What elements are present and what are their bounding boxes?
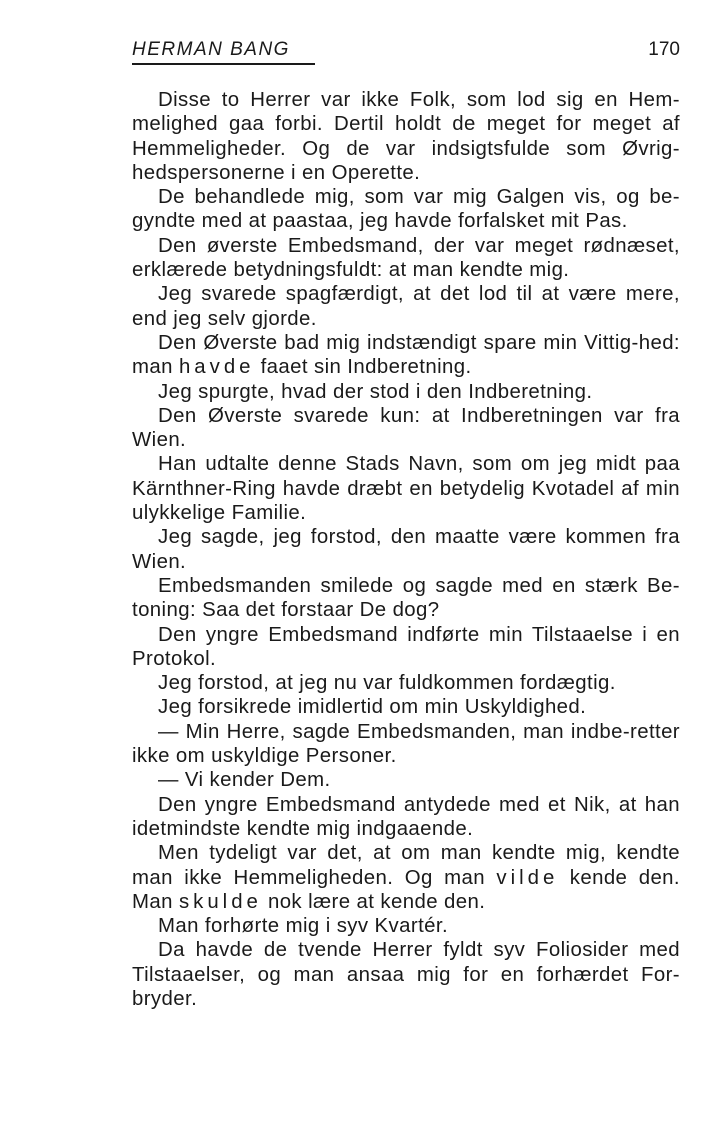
paragraph: Han udtalte denne Stads Navn, som om jeg midt paa Kärnthner-Ring havde dræbt en betydelig Kvotadel af min ulykkelige Familie. [132, 453, 680, 525]
paragraph: — Min Herre, sagde Embedsmanden, man indbe-retter ikke om uskyldige Personer. [132, 720, 680, 768]
paragraph: Da havde de tvende Herrer fyldt syv Foliosider med Tilstaaelser, og man ansaa mig for en forhærdet For-bryder. [132, 939, 680, 1010]
paragraph: Den yngre Embedsmand antydede med et Nik, at han idetmindste kendte mig indgaaende. [132, 793, 680, 840]
paragraph: Jeg sagde, jeg forstod, den maatte være kommen fra Wien. [132, 526, 680, 573]
paragraph: Den Øverste svarede kun: at Indberetningen var fra Wien. [132, 404, 680, 452]
paragraph: Den øverste Embedsmand, der var meget rødnæset, erklærede betydningsfuldt: at man kendte mig. [132, 234, 680, 282]
running-title: HERMAN BANG [132, 39, 290, 60]
paragraph: Men tydeligt var det, at om man kendte mig, kendte man ikke Hemmeligheden. Og man vilde kende den. Man skulde nok lære at kende den. [132, 842, 680, 913]
paragraph: Disse to Herrer var ikke Folk, som lod sig en Hem-melighed gaa forbi. Dertil holdt de meget for meget af Hemmeligheder. Og de var indsigtsfulde som Øvrig-hedspersonerne i en Operette. [132, 89, 680, 184]
spaced-emphasis: skulde [178, 890, 262, 913]
paragraph: De behandlede mig, som var mig Galgen vis, og be-gyndte med at paastaa, jeg havde forfalsket mit Pas. [132, 186, 680, 233]
paragraph: Jeg spurgte, hvad der stod i den Indberetning. [158, 380, 593, 403]
paragraph: — Vi kender Dem. [158, 769, 331, 792]
paragraph: Den Øverste bad mig indstændigt spare min Vittig-hed: man havde faaet sin Indberetning. [132, 331, 680, 379]
paragraph: Jeg forstod, at jeg nu var fuldkommen fordægtig. [158, 672, 616, 695]
page-number: 170 [648, 39, 680, 60]
paragraph: Man forhørte mig i syv Kvartér. [158, 915, 449, 938]
paragraph: Jeg forsikrede imidlertid om min Uskyldighed. [158, 696, 587, 719]
running-header [132, 38, 680, 68]
spaced-emphasis: havde [178, 356, 255, 379]
header-underline [132, 63, 315, 65]
paragraph: Jeg svarede spagfærdigt, at det lod til at være mere, end jeg selv gjorde. [132, 283, 680, 330]
paragraph: Den yngre Embedsmand indførte min Tilstaaelse i en Protokol. [132, 623, 680, 670]
spaced-emphasis: vilde [496, 866, 559, 889]
body-text [132, 88, 680, 1011]
paragraph: Embedsmanden smilede og sagde med en stærk Be-toning: Saa det forstaar De dog? [132, 574, 680, 622]
